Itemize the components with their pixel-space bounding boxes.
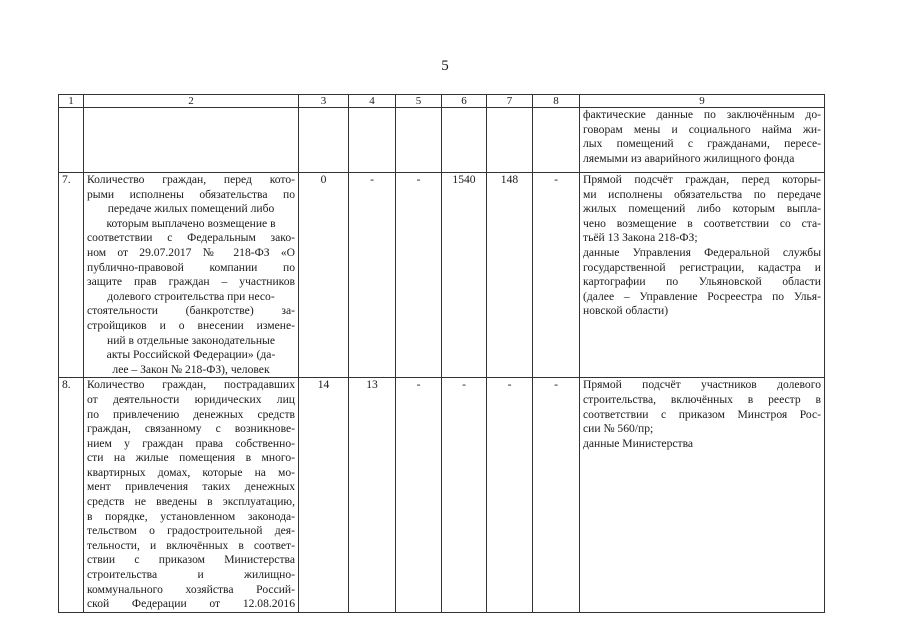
value-cell: - — [442, 378, 487, 613]
table-row — [59, 108, 825, 173]
column-header: 2 — [84, 95, 299, 108]
source-line: картографии по Ульяновской области — [583, 275, 821, 289]
description-line: долевого строительства при несо- — [107, 289, 275, 303]
row-number — [59, 108, 84, 173]
description-line: стоятельности (банкротстве) за- — [87, 304, 295, 318]
description-line: стройщиков и о внесении измене- — [87, 318, 295, 332]
source-line: говорам мены и социального найма жи- — [583, 122, 821, 136]
value-cell: 14 — [299, 378, 349, 613]
description-line: ний в отдельные законодательные — [106, 333, 275, 347]
column-header: 7 — [487, 95, 533, 108]
value-cell: - — [533, 173, 580, 378]
source-line: государственной регистрации, кадастра и — [583, 260, 821, 274]
source-line: соответствии с приказом Минстроя Рос- — [583, 407, 821, 421]
value-cell — [349, 108, 396, 173]
row-source — [580, 108, 825, 173]
source-line: ми исполнены обязательства по передаче — [583, 187, 821, 201]
table-header-row — [59, 95, 825, 108]
table-row — [59, 378, 825, 613]
value-cell — [396, 108, 442, 173]
row-number: 7. — [59, 173, 84, 378]
source-line: чено возмещение в соответствии со ста- — [583, 216, 821, 230]
description-line: средств не введены в эксплуатацию, — [87, 495, 295, 509]
description-line: защите прав граждан – участников — [87, 275, 295, 289]
row-description — [84, 378, 299, 613]
source-line: сии № 560/пр; — [583, 422, 654, 436]
description-line: ской Федерации от 12.08.2016 — [87, 597, 295, 611]
description-line: акты Российской Федерации» (да- — [106, 348, 276, 362]
description-line: по привлечению денежных средств — [87, 407, 295, 421]
description-line: тельством о градостроительной дея- — [87, 524, 295, 538]
description-line: граждан, связанному с возникнове- — [87, 422, 295, 436]
description-line: в порядке, установленном законода- — [87, 509, 295, 523]
value-cell: - — [533, 378, 580, 613]
column-header: 4 — [349, 95, 396, 108]
value-cell: 0 — [299, 173, 349, 378]
source-line: новской области) — [583, 304, 669, 318]
description-line: передаче жилых помещений либо — [107, 202, 275, 216]
value-cell: - — [396, 378, 442, 613]
column-header: 8 — [533, 95, 580, 108]
description-line: соответствии с Федеральным зако- — [87, 231, 295, 245]
column-header: 9 — [580, 95, 825, 108]
description-line: публично-правовой компании по — [87, 260, 295, 274]
description-line: которым выплачено возмещение в — [106, 216, 276, 230]
description-line: сти на жилые помещения в много- — [87, 451, 295, 465]
source-line: жилых помещений либо которым выпла- — [583, 202, 821, 216]
column-header: 6 — [442, 95, 487, 108]
source-line: данные Управления Федеральной службы — [583, 245, 821, 259]
value-cell: 148 — [487, 173, 533, 378]
description-line: ном от 29.07.2017 № 218-ФЗ «О — [87, 245, 295, 259]
table-row — [59, 173, 825, 378]
value-cell: - — [349, 173, 396, 378]
description-line: строительства и жилищно- — [87, 568, 295, 582]
source-line: фактические данные по заключённым до- — [583, 108, 821, 121]
source-line: тьёй 13 Закона 218-ФЗ; — [583, 231, 698, 245]
value-cell — [442, 108, 487, 173]
value-cell — [533, 108, 580, 173]
description-line: Количество граждан, перед кото- — [87, 173, 295, 186]
description-line: от деятельности юридических лиц — [87, 392, 295, 406]
row-description — [84, 173, 299, 378]
description-line: лее – Закон № 218-ФЗ), человек — [112, 362, 270, 376]
page-number: 5 — [441, 58, 449, 74]
column-header: 1 — [59, 95, 84, 108]
source-line: строительства, включённых в реестр в — [583, 392, 821, 406]
row-source — [580, 173, 825, 378]
source-line: ляемыми из аварийного жилищного фонда — [583, 151, 795, 165]
row-number: 8. — [59, 378, 84, 613]
description-line: квартирных домах, которые на мо- — [87, 465, 295, 479]
indicator-table — [58, 94, 825, 613]
value-cell: - — [487, 378, 533, 613]
description-line: мент привлечения таких денежных — [87, 480, 295, 494]
description-line: ствии с приказом Министерства — [87, 553, 295, 567]
description-line: рыми исполнены обязательства по — [87, 187, 295, 201]
description-line: Количество граждан, пострадавших — [87, 378, 295, 392]
value-cell: 1540 — [442, 173, 487, 378]
column-header: 3 — [299, 95, 349, 108]
source-line: данные Министерства — [583, 436, 694, 450]
row-description — [84, 108, 299, 173]
value-cell: 13 — [349, 378, 396, 613]
description-line: нием у граждан права собственно- — [87, 436, 295, 450]
column-header: 5 — [396, 95, 442, 108]
source-line: (далее – Управление Росреестра по Улья- — [583, 289, 821, 303]
value-cell — [487, 108, 533, 173]
source-line: Прямой подсчёт участников долевого — [583, 378, 821, 392]
source-line: лых помещений с гражданами, пересе- — [583, 137, 821, 151]
value-cell — [299, 108, 349, 173]
source-line: Прямой подсчёт граждан, перед которы- — [583, 173, 821, 186]
value-cell: - — [396, 173, 442, 378]
description-line: тельности, и включённых в соответ- — [87, 538, 295, 552]
description-line: коммунального хозяйства Россий- — [87, 582, 295, 596]
row-source — [580, 378, 825, 613]
